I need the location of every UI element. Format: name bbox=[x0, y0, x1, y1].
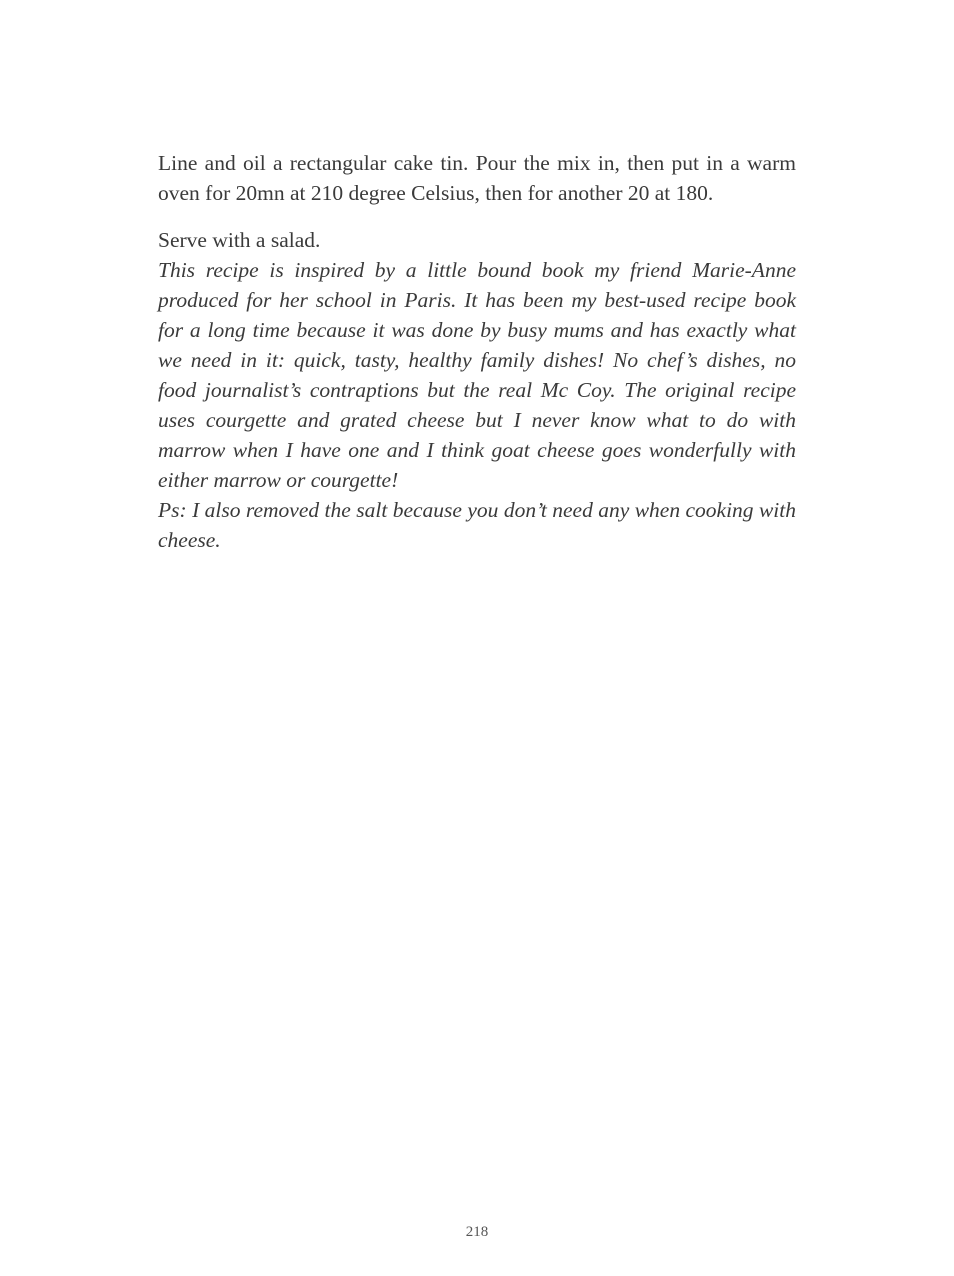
instructions-paragraph: Line and oil a rectangular cake tin. Pour the mix in, then put in a warm oven for 20mn at 210 degree Celsius, then for another 20 at 180. bbox=[158, 151, 796, 205]
page-number: 218 bbox=[465, 1224, 489, 1240]
postscript-paragraph: Ps: I also removed the salt because you don’t need any when cooking with cheese. bbox=[158, 498, 796, 552]
note-paragraph: This recipe is inspired by a little bound book my friend Marie-Anne produced for her school in Paris. It has been my best-used recipe book for a long time because it was done by busy mums and has exactly what we need in it: quick, tasty, healthy family dishes! No chef’s dishes, no food journalist’s contraptions but the real Mc Coy. The original recipe uses courgette and grated cheese but I never know what to do with marrow when I have one and I think goat cheese goes wonderfully with either marrow or courgette! bbox=[158, 258, 796, 492]
body-text bbox=[158, 148, 796, 555]
serve-paragraph: Serve with a salad. bbox=[158, 228, 321, 252]
